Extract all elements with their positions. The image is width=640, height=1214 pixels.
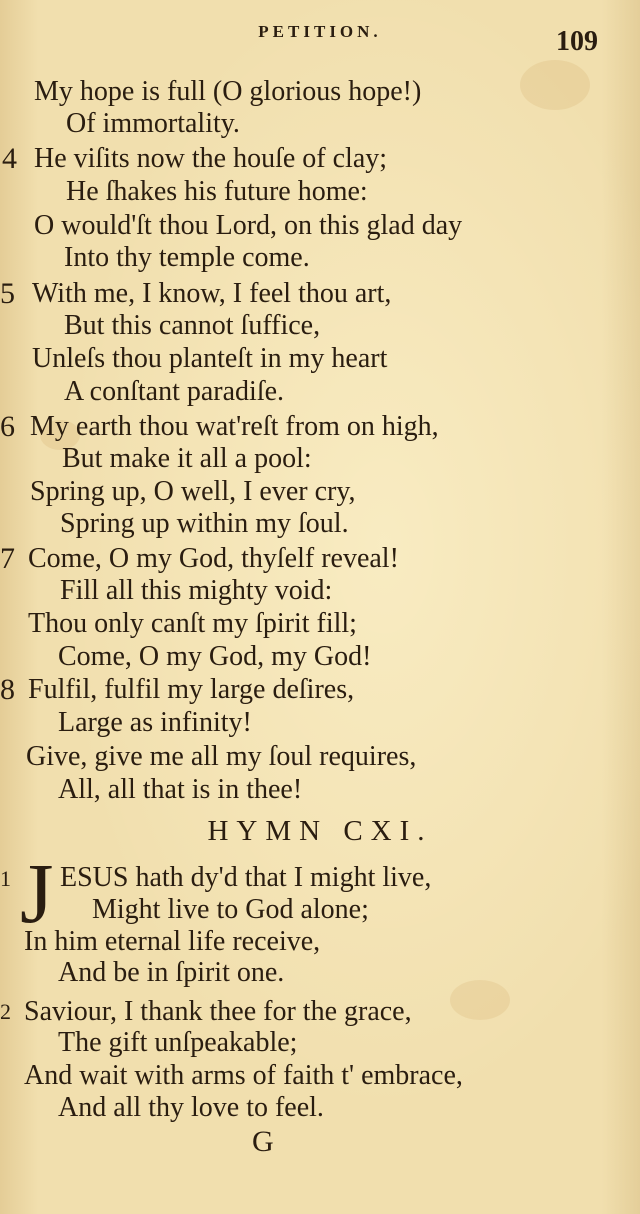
verse-line: ESUS hath dy'd that I might live, [60, 862, 432, 893]
stanza-number: 2 [0, 999, 11, 1024]
hymn-heading: HYMN CXI. [207, 815, 433, 847]
stanza-number: 8 [0, 673, 15, 706]
verse-line: My earth thou wat'reſt from on high, [30, 411, 439, 442]
verse-line: The gift unſpeakable; [58, 1027, 298, 1058]
verse-line: Into thy temple come. [64, 242, 310, 273]
verse-line: Saviour, I thank thee for the grace, [24, 996, 412, 1027]
stanza-number: 4 [2, 142, 17, 175]
foxing-stain [520, 60, 590, 110]
verse-line: Spring up within my ſoul. [60, 508, 349, 539]
stanza-number: 6 [0, 410, 15, 443]
verse-line: But make it all a pool: [62, 443, 312, 474]
verse-line: And all thy love to feel. [58, 1092, 324, 1123]
verse-line: Unleſs thou planteſt in my heart [32, 343, 388, 374]
verse-line: Come, O my God, thyſelf reveal! [28, 543, 399, 574]
verse-line: Come, O my God, my God! [58, 641, 372, 672]
verse-line: Spring up, O well, I ever cry, [30, 476, 356, 507]
verse-line: All, all that is in thee! [58, 774, 303, 805]
verse-line: With me, I know, I feel thou art, [32, 278, 392, 309]
verse-line: And be in ſpirit one. [58, 957, 285, 988]
verse-line: Might live to God alone; [92, 894, 369, 925]
verse-line: Fill all this mighty void: [60, 575, 333, 606]
verse-line: A conſtant paradiſe. [64, 376, 285, 407]
verse-line: My hope is full (O glorious hope!) [34, 76, 422, 107]
signature-mark: G [252, 1125, 274, 1158]
verse-line: Fulfil, fulfil my large deſires, [28, 674, 355, 705]
running-head: PETITION. [258, 22, 382, 41]
drop-cap: J [20, 845, 54, 941]
verse-line: In him eternal life receive, [24, 926, 321, 957]
stanza-number: 1 [0, 866, 11, 891]
foxing-stain [450, 980, 510, 1020]
verse-line: O would'ſt thou Lord, on this glad day [34, 210, 463, 241]
stanza-number: 7 [0, 542, 15, 575]
verse-line: Large as infinity! [58, 707, 252, 738]
verse-line: He viſits now the houſe of clay; [34, 143, 388, 174]
verse-line: But this cannot ſuffice, [64, 310, 321, 341]
verse-line: He ſhakes his future home: [66, 176, 368, 207]
verse-line: Of immortality. [66, 108, 240, 139]
verse-line: And wait with arms of faith t' embrace, [24, 1060, 463, 1091]
verse-line: Give, give me all my ſoul requires, [26, 741, 417, 772]
stanza-number: 5 [0, 277, 15, 310]
verse-line: Thou only canſt my ſpirit fill; [28, 608, 357, 639]
page-number: 109 [556, 26, 598, 57]
